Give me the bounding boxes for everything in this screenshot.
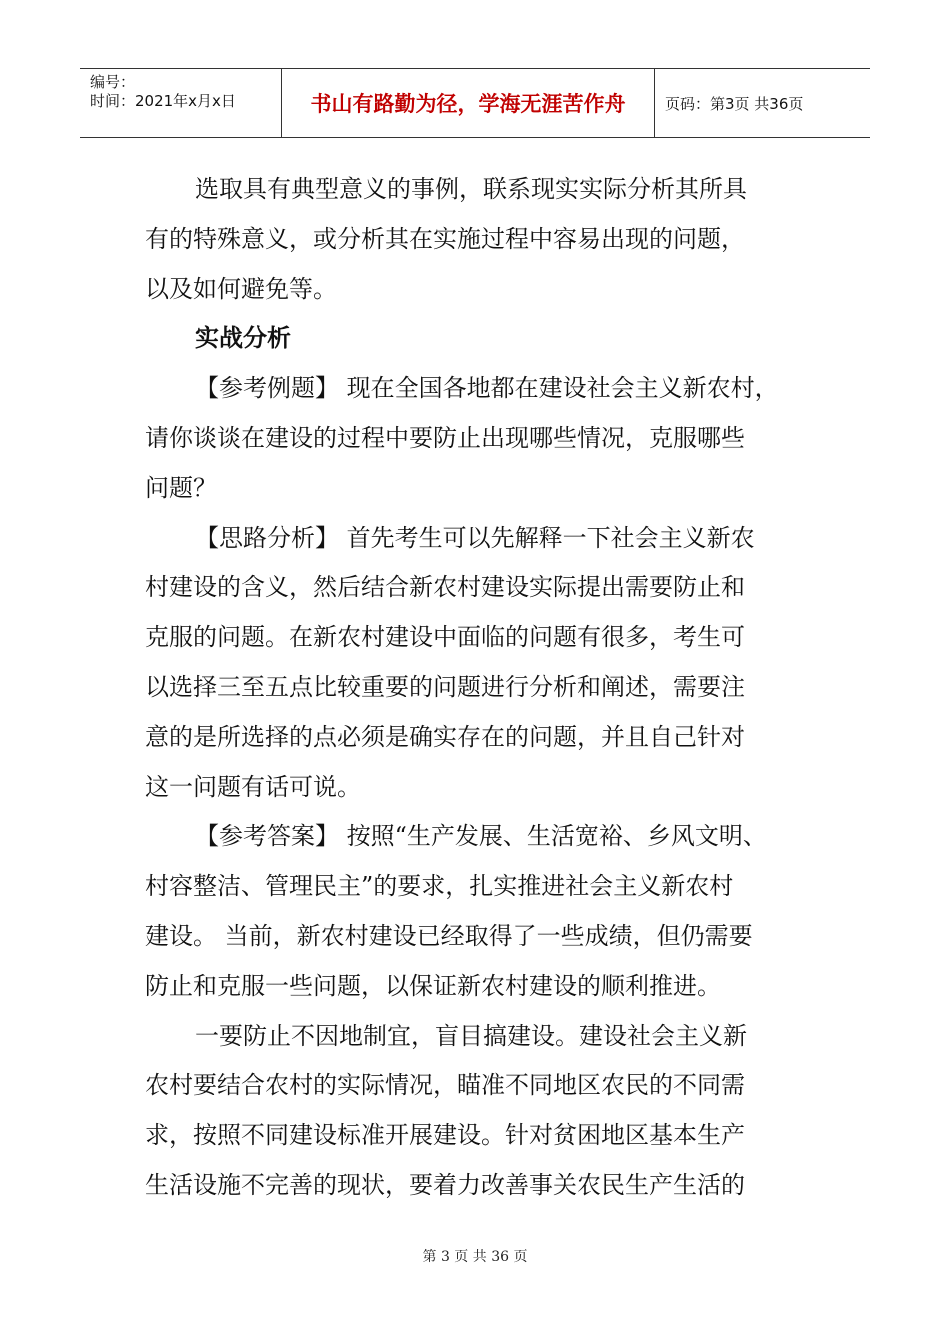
paragraph-example-question xyxy=(145,364,825,513)
text-line: 有的特殊意义，或分析其在实施过程中容易出现的问题， xyxy=(145,224,745,253)
paragraph-answer xyxy=(145,812,825,1011)
text-line: 选取具有典型意义的事例，联系现实实际分析其所具 xyxy=(195,175,747,203)
text-line: 【思路分析】 首先考生可以先解释一下社会主义新农 xyxy=(195,523,755,552)
header-page-info: 页码：第3页 共36页 xyxy=(665,94,804,113)
text-line: 防止和克服一些问题，以保证新农村建设的顺利推进。 xyxy=(145,971,721,1000)
text-line: 这一问题有话可说。 xyxy=(145,772,361,801)
paragraph-point-one xyxy=(145,1012,825,1211)
text-line: 请你谈谈在建设的过程中要防止出现哪些情况，克服哪些 xyxy=(145,423,745,452)
text-line: 以及如何避免等。 xyxy=(145,274,337,303)
text-line: 求，按照不同建设标准开展建设。针对贫困地区基本生产 xyxy=(145,1121,745,1150)
text-line: 农村要结合农村的实际情况，瞄准不同地区农民的不同需 xyxy=(145,1071,745,1100)
text-line: 【参考答案】 按照“生产发展、生活宽裕、乡风文明、 xyxy=(195,822,767,851)
text-line: 建设。 当前，新农村建设已经取得了一些成绩，但仍需要 xyxy=(145,921,753,950)
header-meta xyxy=(80,69,282,137)
text-line: 克服的问题。在新农村建设中面临的问题有很多，考生可 xyxy=(145,623,745,652)
header-time: 时间：2021年x月x日 xyxy=(90,92,236,110)
page-footer: 第 3 页 共 36 页 xyxy=(422,1249,528,1265)
text-line: 【参考例题】 现在全国各地都在建设社会主义新农村， xyxy=(195,374,779,403)
text-line: 生活设施不完善的现状，要着力改善事关农民生产生活的 xyxy=(145,1170,745,1199)
text-line: 意的是所选择的点必须是确实存在的问题，并且自己针对 xyxy=(145,722,745,751)
text-line: 村建设的含义，然后结合新农村建设实际提出需要防止和 xyxy=(145,573,745,602)
text-line: 以选择三至五点比较重要的问题进行分析和阐述，需要注 xyxy=(145,672,745,701)
paragraph-intro xyxy=(145,165,825,314)
text-line: 村容整洁、管理民主”的要求，扎实推进社会主义新农村 xyxy=(145,872,734,901)
page-header xyxy=(80,68,870,138)
text-line: 实战分析 xyxy=(195,324,291,353)
header-motto: 书山有路勤为径，学海无涯苦作舟 xyxy=(282,69,655,137)
section-heading xyxy=(145,314,825,364)
text-line: 问题？ xyxy=(145,473,217,502)
text-line: 一要防止不因地制宜，盲目搞建设。建设社会主义新 xyxy=(195,1021,747,1050)
header-number: 编号： xyxy=(90,73,136,91)
paragraph-analysis xyxy=(145,514,825,813)
document-body xyxy=(145,165,825,1211)
